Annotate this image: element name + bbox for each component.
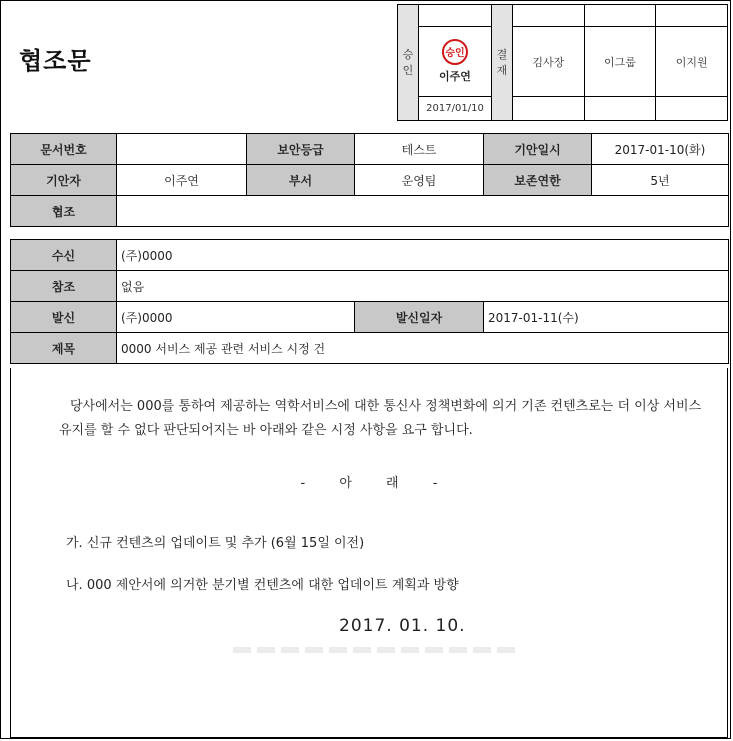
approval-stamp: 승인 <box>442 39 468 65</box>
security-label: 보안등급 <box>247 134 355 165</box>
draft-date-value: 2017-01-10(화) <box>592 134 729 165</box>
approver-name: 이주연 <box>439 70 471 83</box>
recipient-value: (주)0000 <box>117 240 729 271</box>
drafter-label: 기안자 <box>11 165 117 196</box>
dept-value: 운영팀 <box>355 165 484 196</box>
retention-value: 5년 <box>592 165 729 196</box>
approval-box <box>397 4 728 121</box>
draft-date-label: 기안일시 <box>484 134 592 165</box>
signer-3: 이지원 <box>656 27 728 97</box>
retention-label: 보존연한 <box>484 165 592 196</box>
page-title: 협조문 <box>19 47 92 75</box>
coop-value <box>117 196 729 227</box>
faint-signature-line <box>233 647 521 653</box>
approve-label: 승 인 <box>398 5 419 121</box>
security-value: 테스트 <box>355 134 484 165</box>
send-date-label: 발신일자 <box>355 302 484 333</box>
below-marker: - 아 래 - <box>300 476 438 491</box>
document-info-table <box>10 133 729 227</box>
subject-value: 0000 서비스 제공 관련 서비스 시정 건 <box>117 333 729 364</box>
sender-label: 발신 <box>11 302 117 333</box>
list-item: 가. 신규 컨텐츠의 업데이트 및 추가 (6월 15일 이전) <box>66 536 365 551</box>
document-date: 2017. 01. 10. <box>339 616 466 636</box>
recipient-label: 수신 <box>11 240 117 271</box>
coop-label: 협조 <box>11 196 117 227</box>
subject-label: 제목 <box>11 333 117 364</box>
approve-date: 2017/01/10 <box>419 97 492 121</box>
dept-label: 부서 <box>247 165 355 196</box>
reference-label: 참조 <box>11 271 117 302</box>
list-item: 나. 000 제안서에 의거한 분기별 컨텐츠에 대한 업데이트 계획과 방향 <box>66 578 459 593</box>
signer-2: 이그룹 <box>584 27 656 97</box>
doc-number-value <box>117 134 247 165</box>
doc-number-label: 문서번호 <box>11 134 117 165</box>
document-body <box>10 368 728 738</box>
sender-value: (주)0000 <box>117 302 355 333</box>
approval-stamp-cell <box>419 27 492 97</box>
signer-1: 김사장 <box>513 27 585 97</box>
drafter-value: 이주연 <box>117 165 247 196</box>
sign-label: 결 재 <box>492 5 513 121</box>
reference-value: 없음 <box>117 271 729 302</box>
send-info-table <box>10 239 729 364</box>
send-date-value: 2017-01-11(수) <box>484 302 729 333</box>
body-paragraph: 당사에서는 000를 통하여 제공하는 역학서비스에 대한 통신사 정책변화에 의거 기존 컨텐츠로는 더 이상 서비스 유지를 할 수 없다 판단되어지는 바 아래와 같은 시정 사항을 요구 합니다. <box>59 399 702 438</box>
